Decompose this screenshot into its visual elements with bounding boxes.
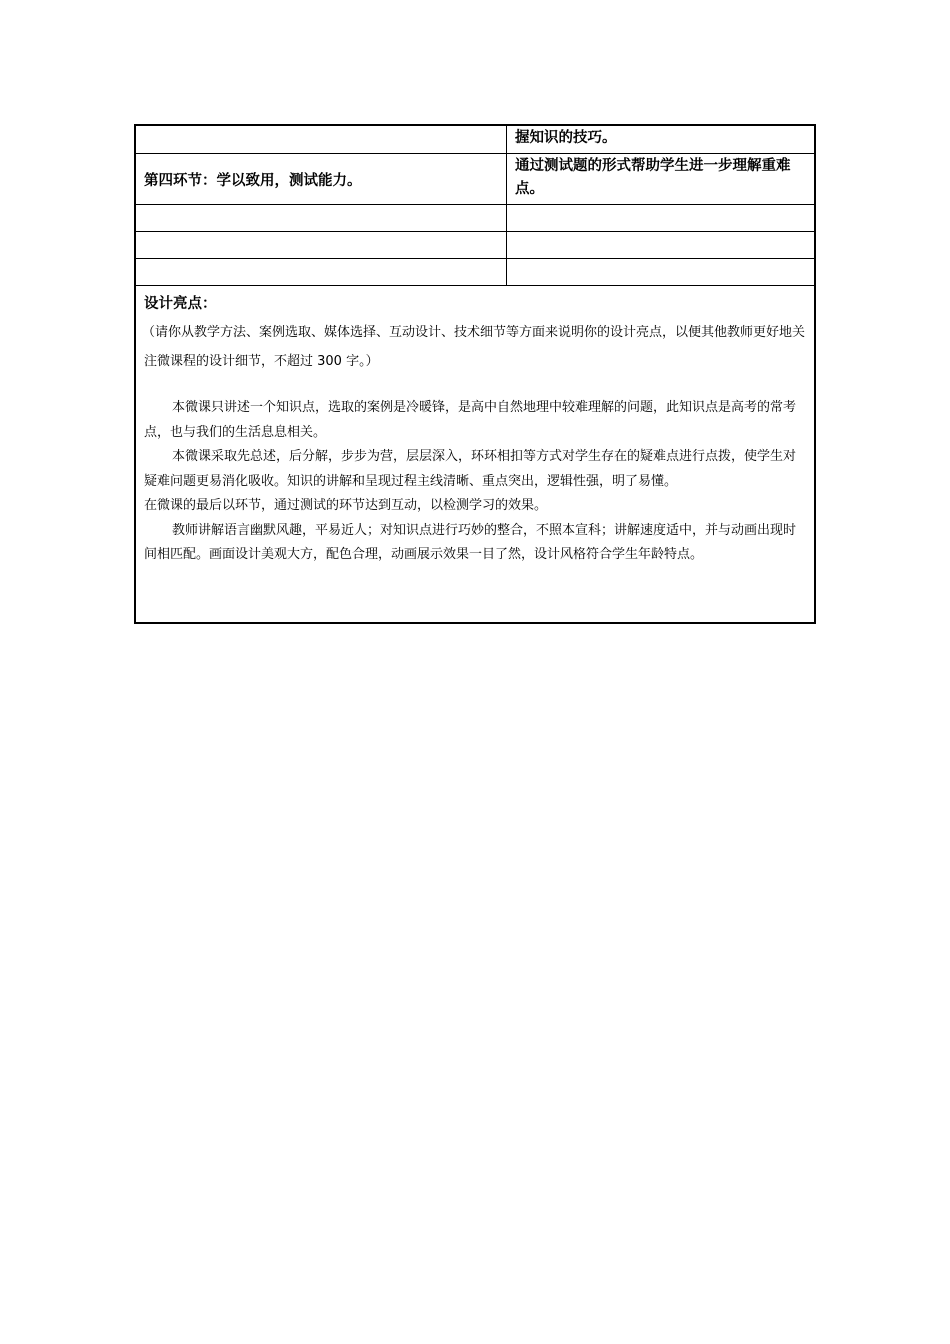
body-paragraph: 本微课采取先总述，后分解，步步为营，层层深入，环环相扣等方式对学生存在的疑难点进行点拨，使学生对疑难问题更易消化吸收。知识的讲解和呈现过程主线清晰、重点突出，逻辑性强，明了易懂。 [144, 449, 797, 489]
table-cell-empty [136, 232, 507, 258]
table-row-empty [136, 259, 814, 286]
table-row [136, 126, 814, 154]
section-body [144, 396, 806, 568]
table-row-empty [136, 205, 814, 232]
table-cell-empty [136, 126, 507, 153]
table-cell-empty [136, 259, 507, 285]
body-paragraph: 本微课只讲述一个知识点，选取的案例是冷暖锋，是高中自然地理中较难理解的问题，此知识点是高考的常考点，也与我们的生活息息相关。 [144, 400, 797, 440]
table-cell-purpose: 握知识的技巧。 [515, 130, 617, 146]
body-paragraph: 在微课的最后以环节，通过测试的环节达到互动，以检测学习的效果。 [144, 498, 548, 513]
table-cell-purpose: 通过测试题的形式帮助学生进一步理解重难点。 [515, 158, 791, 197]
lesson-design-table [134, 124, 816, 624]
section-title: 设计亮点： [144, 296, 217, 312]
table-cell-empty [507, 259, 814, 285]
section-instructions: （请你从教学方法、案例选取、媒体选择、互动设计、技术细节等方面来说明你的设计亮点，以便其他教师更好地关注微课程的设计细节，不超过 300 字。） [142, 325, 806, 369]
body-paragraph: 教师讲解语言幽默风趣，平易近人；对知识点进行巧妙的整合，不照本宣科；讲解速度适中，并与动画出现时间相匹配。画面设计美观大方，配色合理，动画展示效果一目了然，设计风格符合学生年龄特点。 [144, 522, 797, 562]
design-highlights-section [136, 286, 814, 622]
table-cell-empty [507, 205, 814, 231]
table-cell-empty [136, 205, 507, 231]
table-row-empty [136, 232, 814, 259]
table-cell-stage: 第四环节：学以致用，测试能力。 [136, 154, 507, 204]
table-cell-empty [507, 232, 814, 258]
table-row [136, 154, 814, 205]
